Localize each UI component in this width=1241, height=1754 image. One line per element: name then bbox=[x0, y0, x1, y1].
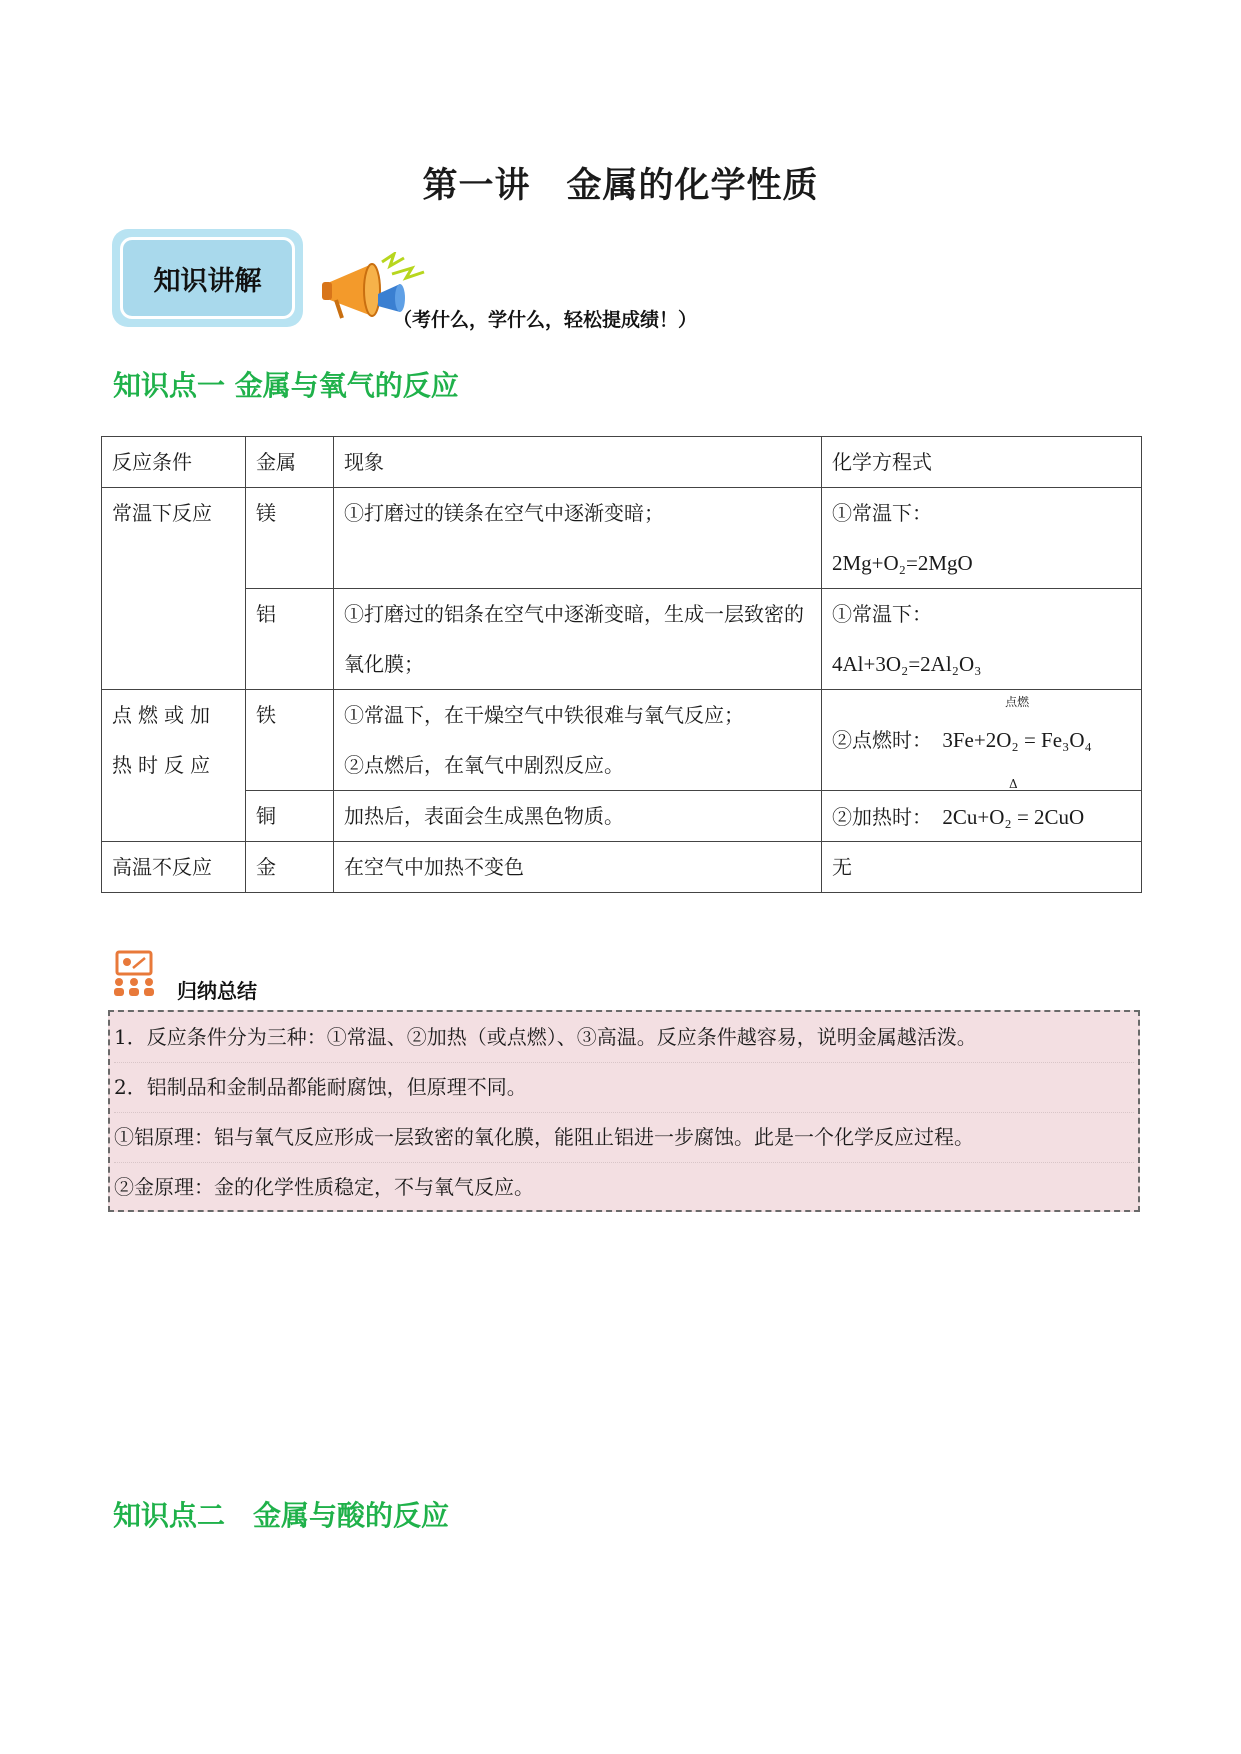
header-cell: 金属 bbox=[246, 437, 334, 488]
section-heading-2: 知识点二 金属与酸的反应 bbox=[113, 1499, 450, 1532]
metal-cell: 金 bbox=[246, 842, 334, 893]
badge-label: 知识讲解 bbox=[120, 237, 295, 319]
phenomenon-line: ②点燃后，在氧气中剧烈反应。 bbox=[344, 753, 624, 777]
condition-cell: 点燃或加热时反应 bbox=[102, 690, 246, 842]
knowledge-badge bbox=[112, 229, 303, 327]
phenomenon-cell: 加热后，表面会生成黑色物质。 bbox=[334, 791, 822, 842]
reaction-condition bbox=[942, 777, 1085, 837]
equation-text: 2Mg+O₂=2MgO bbox=[832, 551, 973, 575]
table-row bbox=[102, 842, 1142, 893]
equation-label: ①常温下： bbox=[832, 501, 932, 525]
table-header-row bbox=[102, 437, 1142, 488]
condition-label: Δ bbox=[1008, 777, 1018, 791]
reaction-table bbox=[101, 436, 1142, 893]
summary-line: 1．反应条件分为三种：①常温、②加热（或点燃）、③高温。反应条件越容易，说明金属越活泼。 bbox=[114, 1012, 1134, 1063]
equation-cell bbox=[822, 589, 1142, 690]
metal-cell: 铜 bbox=[246, 791, 334, 842]
summary-teacher-icon bbox=[111, 950, 157, 996]
phenomenon-cell: 在空气中加热不变色 bbox=[334, 842, 822, 893]
equation-cell bbox=[822, 488, 1142, 589]
summary-title: 归纳总结 bbox=[177, 979, 257, 1003]
summary-line: ②金原理：金的化学性质稳定，不与氧气反应。 bbox=[114, 1175, 534, 1199]
equation-label: ①常温下： bbox=[832, 602, 932, 626]
equation-cell bbox=[822, 690, 1142, 791]
condition-label: 点燃 bbox=[1005, 695, 1030, 709]
equation-cell: 无 bbox=[822, 842, 1142, 893]
table-row bbox=[102, 791, 1142, 842]
header-cell: 反应条件 bbox=[102, 437, 246, 488]
equation-text: 3Fe+2O₂ = Fe₃O₄ bbox=[942, 728, 1092, 752]
condition-cell: 常温下反应 bbox=[102, 488, 246, 690]
equation-text: 2Cu+O₂ = 2CuO bbox=[942, 805, 1085, 829]
table-row bbox=[102, 488, 1142, 589]
slogan: （考什么，学什么，轻松提成绩！） bbox=[393, 309, 698, 331]
reaction-condition bbox=[942, 695, 1092, 765]
header-cell: 现象 bbox=[334, 437, 822, 488]
metal-cell: 镁 bbox=[246, 488, 334, 589]
phenomenon-line: ①常温下，在干燥空气中铁很难与氧气反应； bbox=[344, 703, 744, 727]
page-title: 第一讲 金属的化学性质 bbox=[422, 166, 819, 206]
phenomenon-cell: ①打磨过的镁条在空气中逐渐变暗； bbox=[334, 488, 822, 589]
equation-label: ②加热时： bbox=[832, 805, 932, 829]
equation-text: 4Al+3O₂=2Al₂O₃ bbox=[832, 652, 982, 676]
equation-cell bbox=[822, 777, 1142, 842]
summary-line: ①铝原理：铝与氧气反应形成一层致密的氧化膜，能阻止铝进一步腐蚀。此是一个化学反应过程。 bbox=[114, 1112, 1134, 1163]
header-cell: 化学方程式 bbox=[822, 437, 1142, 488]
phenomenon-cell: ①打磨过的铝条在空气中逐渐变暗，生成一层致密的氧化膜； bbox=[334, 589, 822, 690]
metal-cell: 铝 bbox=[246, 589, 334, 690]
summary-line: 2．铝制品和金制品都能耐腐蚀，但原理不同。 bbox=[114, 1062, 1134, 1113]
equation-label: ②点燃时： bbox=[832, 728, 932, 752]
table-row bbox=[102, 589, 1142, 690]
metal-cell: 铁 bbox=[246, 690, 334, 791]
table-row bbox=[102, 690, 1142, 791]
summary-box bbox=[108, 1010, 1140, 1212]
section-heading-1: 知识点一 金属与氧气的反应 bbox=[113, 369, 459, 402]
condition-cell: 高温不反应 bbox=[102, 842, 246, 893]
phenomenon-cell bbox=[334, 690, 822, 791]
